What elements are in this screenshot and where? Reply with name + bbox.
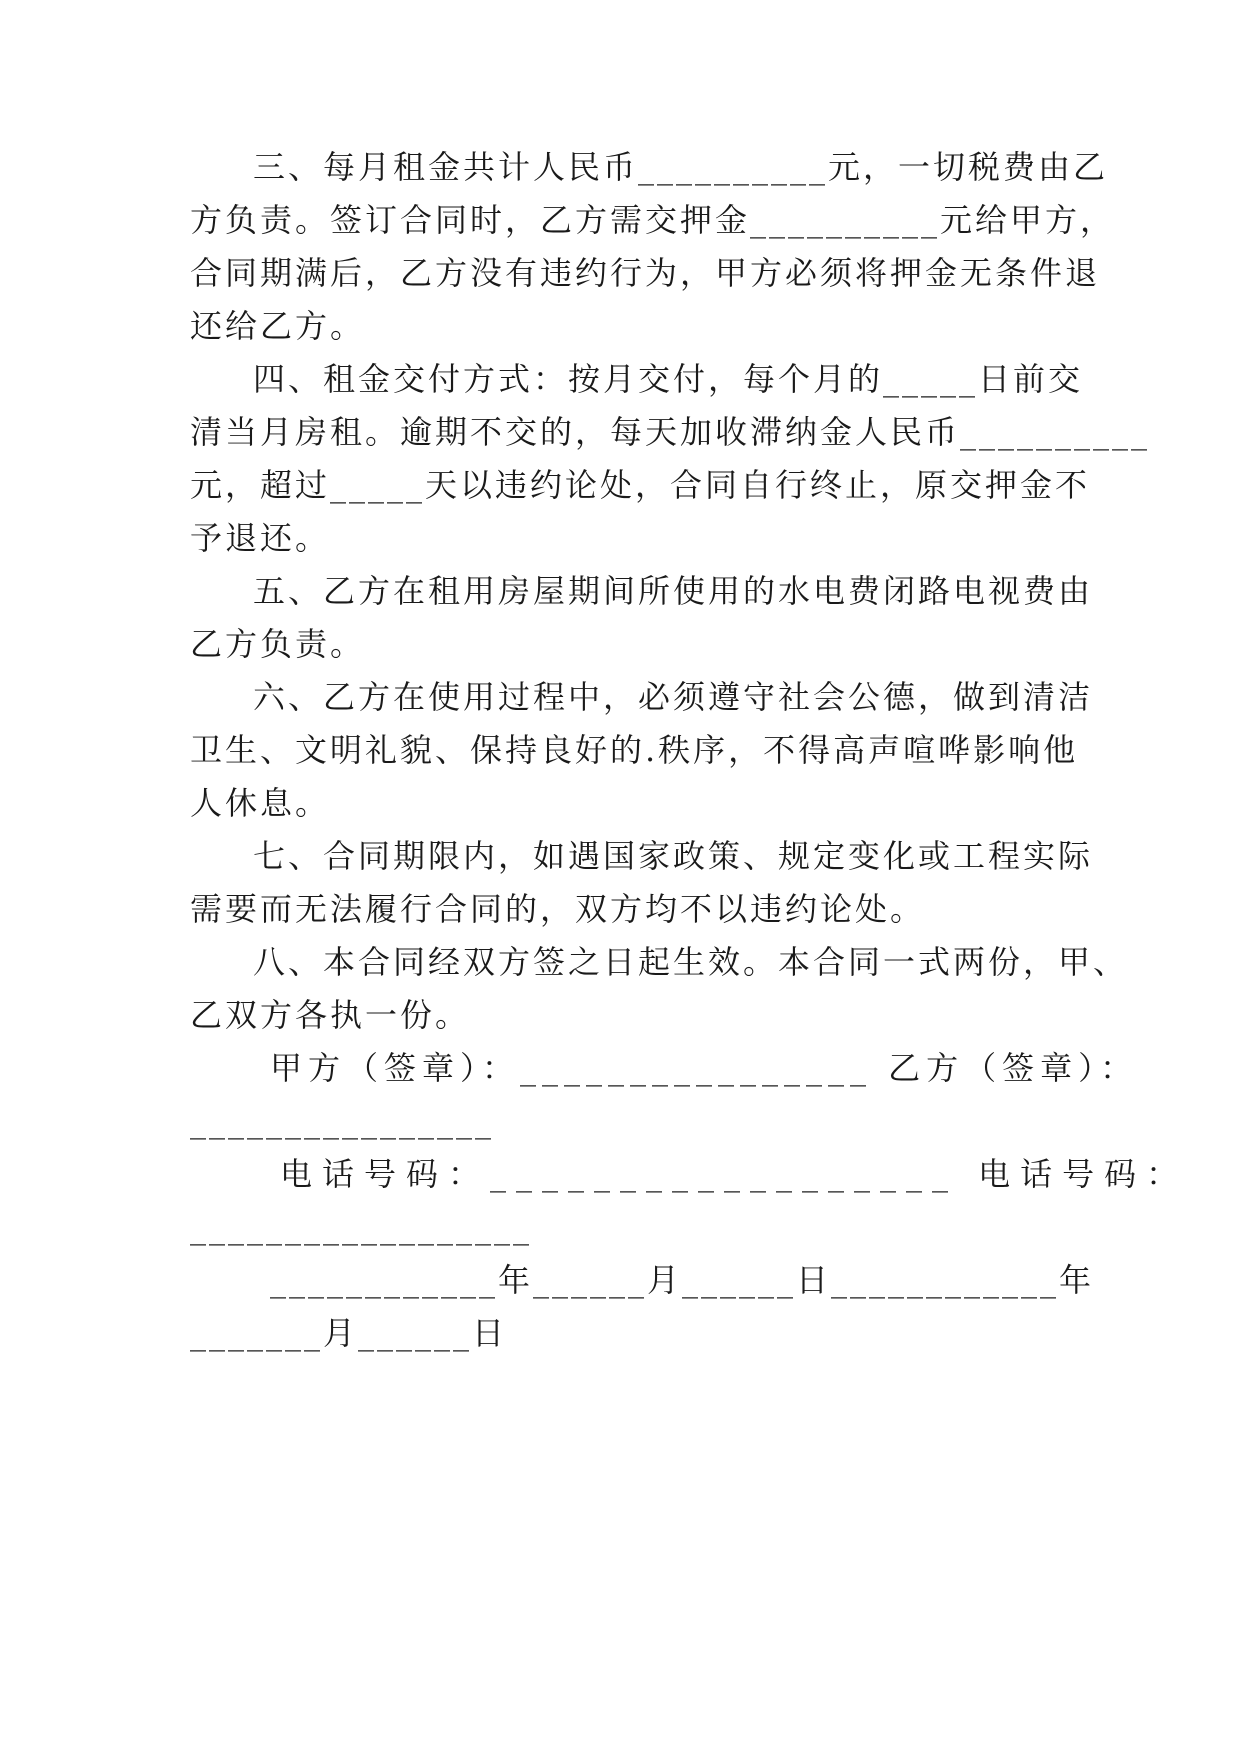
clause-3-line-3: 合同期满后，乙方没有违约行为，甲方必须将押金无条件退 [190, 254, 1101, 292]
clause-6-line-2: 卫生、文明礼貌、保持良好的.秩序，不得高声喧哗影响他 [190, 731, 1079, 769]
date-line-2: _______月______日 [190, 1314, 508, 1352]
phone-line: __________________ [190, 1208, 532, 1246]
clause-7-line-1: 七、合同期限内，如遇国家政策、规定变化或工程实际 [253, 837, 1094, 875]
party-a-signature-label: 甲方（签章）：________________ 乙方（签章）： [270, 1049, 1139, 1087]
date-line-1: ____________年______月______日____________年 [270, 1261, 1095, 1299]
clause-8-line-1: 八、本合同经双方签之日起生效。本合同一式两份，甲、 [253, 943, 1129, 981]
clause-5-line-1: 五、乙方在租用房屋期间所使用的水电费闭路电视费由 [253, 572, 1094, 610]
clause-3-line-1: 三、每月租金共计人民币__________元，一切税费由乙 [253, 148, 1109, 186]
party-b-signature-line: ________________ [190, 1102, 494, 1140]
clause-3-line-4: 还给乙方。 [190, 307, 366, 345]
clause-4-line-3: 元，超过_____天以违约论处，合同自行终止，原交押金不 [190, 466, 1091, 504]
clause-8-line-2: 乙双方各执一份。 [190, 996, 471, 1034]
clause-4-line-4: 予退还。 [190, 519, 331, 557]
clause-4-line-2: 清当月房租。逾期不交的，每天加收滞纳金人民币__________ [190, 413, 1151, 451]
clause-6-line-1: 六、乙方在使用过程中，必须遵守社会公德，做到清洁 [253, 678, 1094, 716]
clause-5-line-2: 乙方负责。 [190, 625, 366, 663]
clause-3-line-2: 方负责。签订合同时，乙方需交押金__________元给甲方， [190, 201, 1116, 239]
clause-7-line-2: 需要而无法履行合同的，双方均不以违约论处。 [190, 890, 926, 928]
clause-6-line-3: 人休息。 [190, 784, 331, 822]
phone-label: 电话号码：__________________ 电话号码： [280, 1155, 1189, 1193]
clause-4-line-1: 四、租金交付方式：按月交付，每个月的_____日前交 [253, 360, 1084, 398]
